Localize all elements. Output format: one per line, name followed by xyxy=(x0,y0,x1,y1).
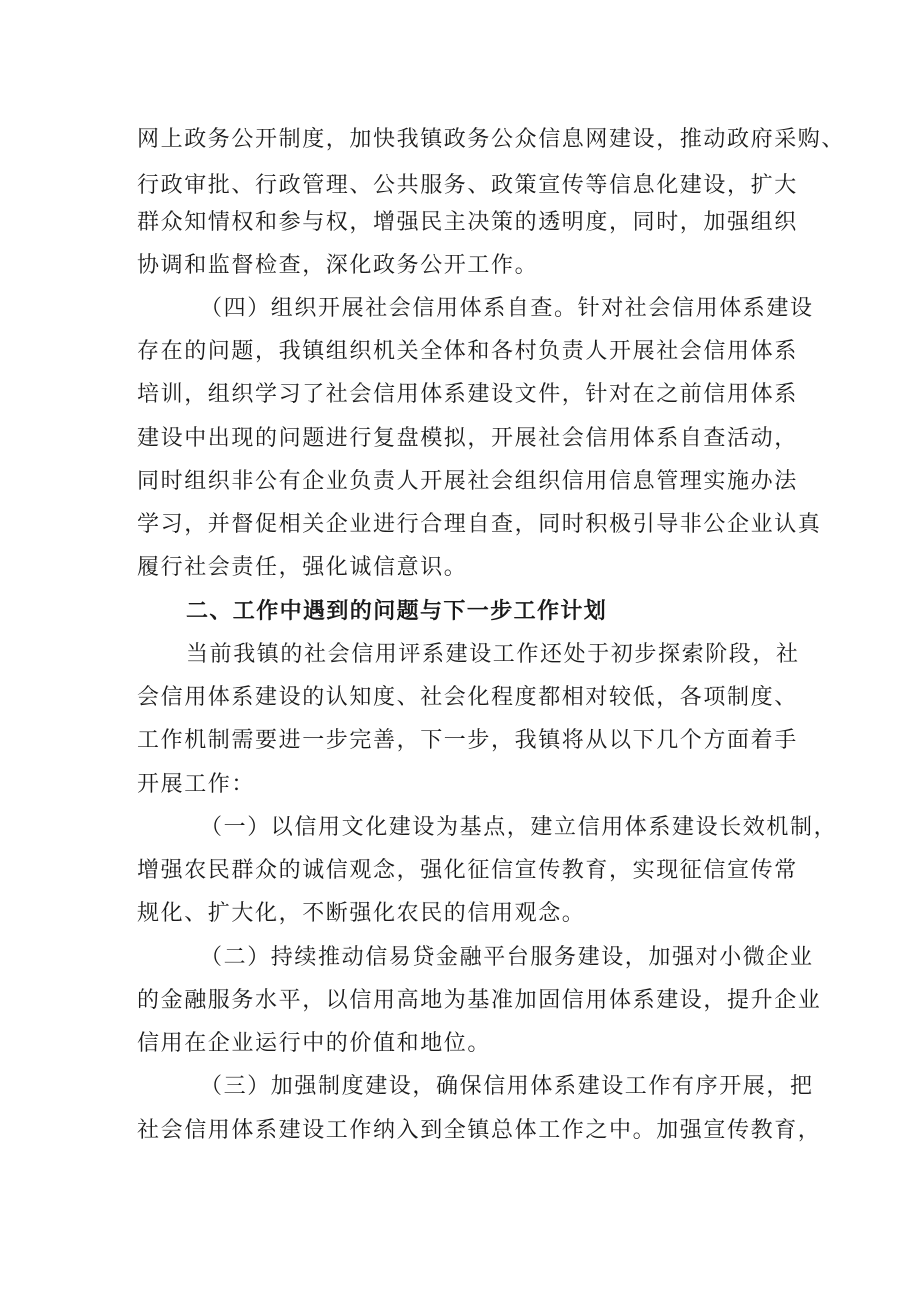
paragraph-line: 工作机制需要进一步完善，下一步，我镇将从以下几个方面着手 xyxy=(137,728,798,753)
paragraph-line: 当前我镇的社会信用评系建设工作还处于初步探索阶段，社 xyxy=(186,642,800,667)
paragraph-line: 会信用体系建设的认知度、社会化程度都相对较低，各项制度、 xyxy=(137,685,798,710)
paragraph-line: 的金融服务水平，以信用高地为基准加固信用体系建设，提升企业 xyxy=(137,988,822,1013)
section-heading: 二、工作中遇到的问题与下一步工作计划 xyxy=(186,599,608,624)
paragraph-line: （三）加强制度建设，确保信用体系建设工作有序开展，把 xyxy=(200,1074,814,1099)
paragraph-line: 社会信用体系建设工作纳入到全镇总体工作之中。加强宣传教育， xyxy=(137,1118,822,1143)
paragraph-line: 群众知情权和参与权，增强民主决策的透明度，同时，加强组织 xyxy=(137,210,798,235)
paragraph-line: （一）以信用文化建设为基点，建立信用体系建设长效机制， xyxy=(200,815,838,840)
paragraph-line: 信用在企业运行中的价值和地位。 xyxy=(137,1031,492,1056)
paragraph-line: 学习，并督促相关企业进行合理自查，同时积极引导非公企业认真 xyxy=(137,512,822,537)
paragraph-line: 建设中出现的问题进行复盘模拟，开展社会信用体系自查活动， xyxy=(137,426,798,451)
paragraph-line: 增强农民群众的诚信观念，强化征信宣传教育，实现征信宣传常 xyxy=(137,858,798,883)
paragraph-line: 存在的问题，我镇组织机关全体和各村负责人开展社会信用体系 xyxy=(137,339,798,364)
paragraph-line: （四）组织开展社会信用体系自查。针对社会信用体系建设 xyxy=(200,296,814,321)
paragraph-line: 协调和监督检查，深化政务公开工作。 xyxy=(137,253,539,278)
paragraph-line: 网上政务公开制度，加快我镇政务公众信息网建设，推动政府采购、 xyxy=(137,127,846,152)
paragraph-line: 履行社会责任，强化诚信意识。 xyxy=(137,555,468,580)
paragraph-line: 培训，组织学习了社会信用体系建设文件，针对在之前信用体系 xyxy=(137,382,798,407)
paragraph-line: 规化、扩大化，不断强化农民的信用观念。 xyxy=(137,901,586,926)
paragraph-line: 同时组织非公有企业负责人开展社会组织信用信息管理实施办法 xyxy=(137,469,798,494)
paragraph-line: 开展工作： xyxy=(137,772,256,797)
paragraph-line: （二）持续推动信易贷金融平台服务建设，加强对小微企业 xyxy=(200,945,814,970)
paragraph-line: 行政审批、行政管理、公共服务、政策宣传等信息化建设，扩大 xyxy=(137,173,798,198)
